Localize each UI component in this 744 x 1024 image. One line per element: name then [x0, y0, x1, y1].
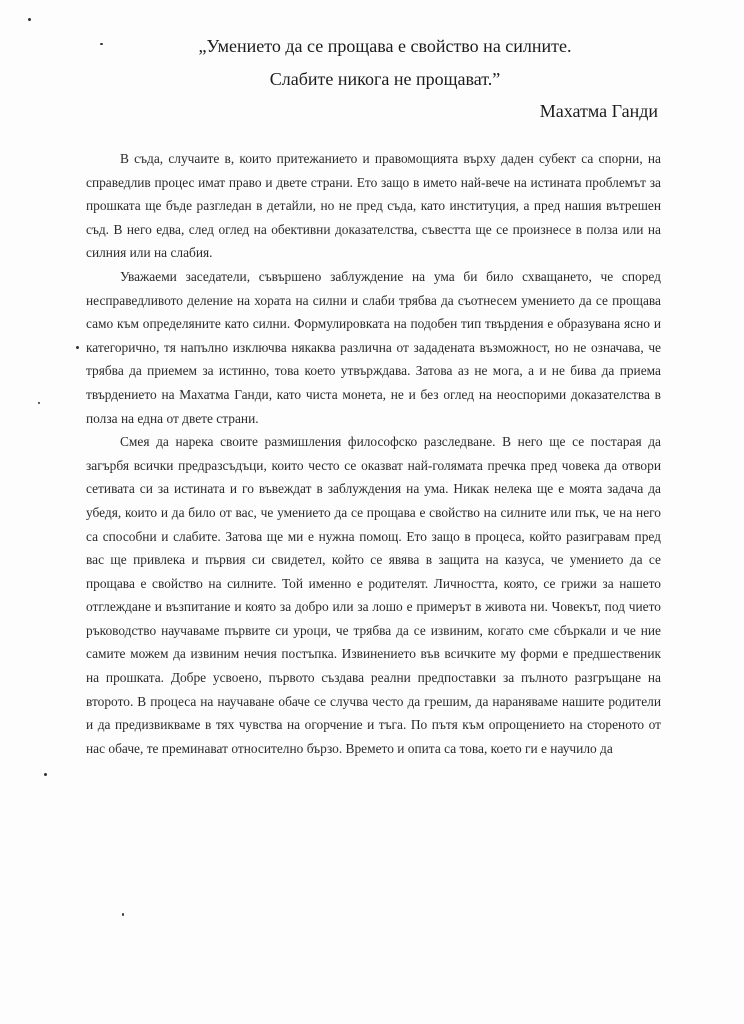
scan-speck	[28, 18, 31, 21]
scan-speck	[38, 402, 40, 404]
epigraph-line-1: „Умението да се прощава е свойство на силните.	[198, 36, 572, 56]
scan-speck	[44, 773, 47, 776]
paragraph: Уважаеми заседатели, съвършено заблуждение на ума би било схващането, че според несправедливото деление на хората на силни и слаби трябва да съотнесем умението да се прощава само към определяните като силни. Формулировката на подобен тип твърдения е образувана ясно и категорично, тя напълно изключва някаква различна от зададената възможност, но не означава, че трябва да приемем за истинно, това което утвърждава. Затова аз не мога, а и не бива да приема твърдението на Махатма Ганди, като чиста монета, не и без оглед на неоспорими доказателства в полза на една от двете страни.	[86, 268, 661, 426]
epigraph-line-2: Слабите никога не прощават.”	[269, 69, 501, 89]
epigraph-author: Махатма Ганди	[539, 101, 658, 121]
paragraph: В съда, случаите в, които притежанието и правомощията върху даден субект са спорни, на справедлив процес имат право и двете страни. Ето защо в името най-вече на истината проблемът за прошката ще бъде разгледан в детайли, но не пред съда, като институция, а пред нашия вътрешен съд. В него едва, след оглед на обективни доказателства, съвестта ще се произнесе в полза или на силния или на слабия.	[86, 151, 661, 261]
paragraph: Смея да нарека своите размишления философско разследване. В него ще се постарая да загърбя всички предразсъдъци, които често се оказват най-голямата пречка пред човека да отвори сетивата си за истината и го въвеждат в заблуждения на ума. Никак нелека ще е моята задача да убедя, които и да било от вас, че умението да се прощава е свойство на силните или пък, че на него са способни и слабите. Затова ще ми е нужна помощ. Ето защо в процеса, който разигравам пред вас ще привлека и първия си свидетел, който се явява в защита на казуса, че умението да се прощава е свойство на силните. Той именно е родителят. Личността, която, се грижи за нашето отглеждане и възпитание и която за добро или за лошо е примерът в живота ни. Човекът, под чието ръководство научаваме първите си уроци, че трябва да се извиним, когато сме сбъркали и че ние самите можем да извиним нечия постъпка. Извинението във всичките му форми е предшественик на прошката. Добре усвоено, първото създава реални предпоставки за пълното разгръщане на второто. В процеса на научаване обаче се случва често да грешим, да нараняваме нашите родители и да предизвикваме в тях чувства на огорчение и тъга. По пътя към опрощението на стореното от нас обаче, те преминават относително бързо. Времето и опита са това, което ги е научило да	[86, 434, 661, 756]
scan-speck	[122, 913, 124, 916]
essay-body	[86, 147, 661, 760]
scan-speck	[100, 43, 103, 45]
scan-speck	[76, 346, 79, 349]
